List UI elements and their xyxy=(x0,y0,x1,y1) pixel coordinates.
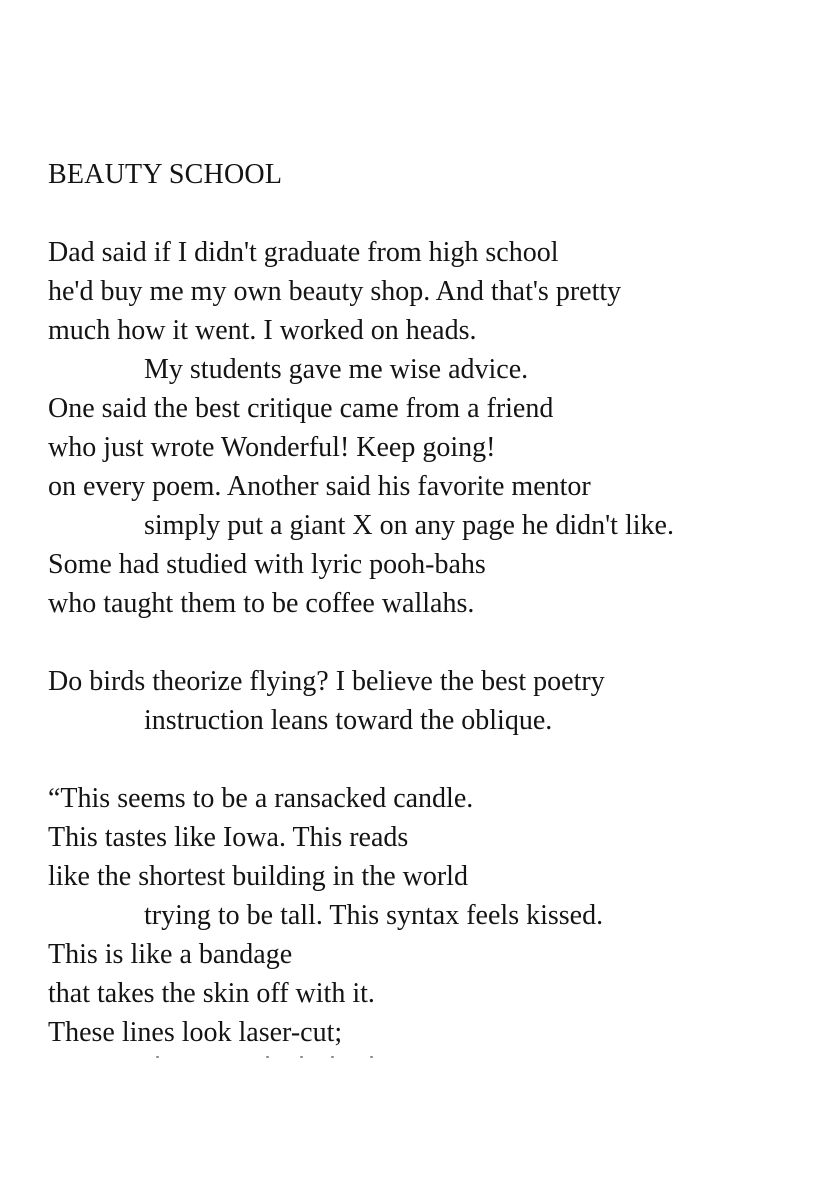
poem-line: on every poem. Another said his favorite mentor xyxy=(48,471,591,502)
poem-line: This tastes like Iowa. This reads xyxy=(48,822,409,853)
text-fragment-mark xyxy=(156,1056,159,1058)
poem-line-indented: trying to be tall. This syntax feels kissed. xyxy=(144,900,604,931)
cut-off-next-line xyxy=(112,1052,382,1062)
poem-line: This is like a bandage xyxy=(48,939,293,970)
poem-line: These lines look laser-cut; xyxy=(48,1017,343,1048)
text-fragment-mark xyxy=(266,1056,269,1058)
text-fragment-mark xyxy=(370,1056,373,1058)
poem-line-indented: simply put a giant X on any page he didn't like. xyxy=(144,510,674,541)
stanza-3 xyxy=(48,779,808,1052)
poem-line: One said the best critique came from a friend xyxy=(48,393,554,424)
stanza-2 xyxy=(48,662,808,740)
poem-line: he'd buy me my own beauty shop. And that's pretty xyxy=(48,276,622,307)
poem-line: “This seems to be a ransacked candle. xyxy=(48,783,474,814)
poem-line: that takes the skin off with it. xyxy=(48,978,375,1009)
poem-line: much how it went. I worked on heads. xyxy=(48,315,477,346)
stanza-1 xyxy=(48,233,808,623)
text-fragment-mark xyxy=(331,1056,334,1058)
poem-line: who just wrote Wonderful! Keep going! xyxy=(48,432,496,463)
poem-body xyxy=(48,233,808,1091)
poem-line-indented: My students gave me wise advice. xyxy=(144,354,529,385)
poem-line: who taught them to be coffee wallahs. xyxy=(48,588,475,619)
poem-title: BEAUTY SCHOOL xyxy=(48,159,283,190)
poem-line: like the shortest building in the world xyxy=(48,861,468,892)
poem-line: Some had studied with lyric pooh-bahs xyxy=(48,549,486,580)
poem-line: Do birds theorize flying? I believe the best poetry xyxy=(48,666,605,697)
poem-line-indented: instruction leans toward the oblique. xyxy=(144,705,553,736)
text-fragment-mark xyxy=(300,1056,303,1058)
poem-line: Dad said if I didn't graduate from high school xyxy=(48,237,559,268)
